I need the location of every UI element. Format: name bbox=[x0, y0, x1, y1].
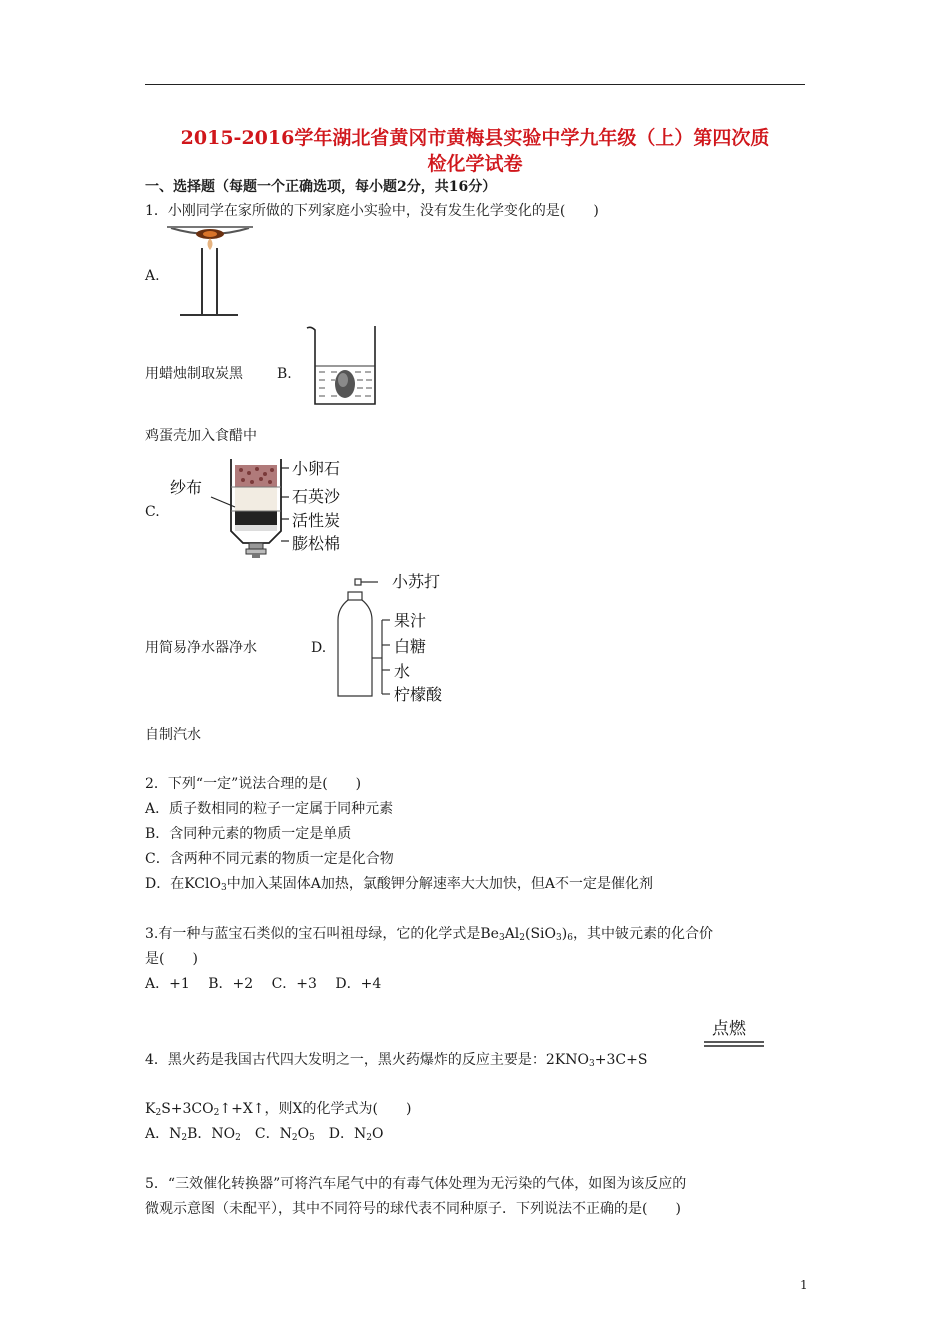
q3-stem-line2: 是( ) bbox=[145, 951, 198, 967]
label-gauze: 纱布 bbox=[170, 478, 203, 497]
q2-option-d: D．在KClO$_3$中加入某固体A加热，氯酸钾分解速率大大加快，但A不一定是催化剂 bbox=[145, 876, 653, 893]
q2-option-b: B．含同种元素的物质一定是单质 bbox=[145, 826, 352, 842]
q3-options: A．+1 B．+2 C．+3 D．+4 bbox=[145, 976, 382, 992]
label-juice: 果汁 bbox=[394, 611, 427, 630]
q1-b-caption: 鸡蛋壳加入食醋中 bbox=[145, 428, 257, 444]
q1-c-label: C. bbox=[145, 504, 160, 520]
q5-stem-line2: 微观示意图（未配平），其中不同符号的球代表不同种原子．下列说法不正确的是( ) bbox=[145, 1201, 681, 1217]
q2-option-c: C．含两种不同元素的物质一定是化合物 bbox=[145, 851, 394, 867]
q1-c-caption: 用简易净水器净水 bbox=[145, 640, 257, 656]
q3-stem: 3.有一种与蓝宝石类似的宝石叫祖母绿，它的化学式是$Be_3Al_2(SiO_3)_6$，其中铍元素的化合价 bbox=[145, 926, 713, 943]
soda-bottle-figure bbox=[330, 570, 400, 705]
label-citric-acid: 柠檬酸 bbox=[394, 685, 443, 704]
water-purifier-figure bbox=[205, 455, 295, 565]
label-quartz-sand: 石英沙 bbox=[292, 487, 341, 506]
reaction-condition: 点燃 bbox=[712, 1019, 746, 1039]
q1-d-label: D. bbox=[311, 640, 327, 656]
q1-a-caption: 用蜡烛制取炭黑 bbox=[145, 366, 243, 382]
label-sugar: 白糖 bbox=[394, 637, 427, 656]
q4-options: A．$N_2B$．$NO_2$ C．$N_2O_5$ D．$N_2O$ bbox=[145, 1126, 384, 1143]
q1-a-label: A. bbox=[145, 268, 160, 284]
q5-stem-line1: 5．“三效催化转换器”可将汽车尾气中的有毒气体处理为无污染的气体，如图为该反应的 bbox=[145, 1176, 687, 1192]
label-cotton: 膨松棉 bbox=[292, 534, 341, 553]
reaction-equal-sign bbox=[704, 1040, 766, 1048]
candle-plate-figure bbox=[165, 220, 255, 320]
q4-stem: 4．黑火药是我国古代四大发明之一，黑火药爆炸的反应主要是：$2KNO_3+3C+S$ bbox=[145, 1052, 648, 1069]
page-title-line1: 2015-2016学年湖北省黄冈市黄梅县实验中学九年级（上）第四次质 bbox=[180, 127, 770, 149]
q2-option-a: A．质子数相同的粒子一定属于同种元素 bbox=[145, 801, 394, 817]
beaker-figure bbox=[303, 322, 383, 410]
header-rule bbox=[145, 84, 805, 85]
q4-stem-line2: $K_2S+3CO_2↑+X↑$，则X的化学式为( ) bbox=[145, 1101, 412, 1118]
section-heading: 一、选择题（每题一个正确选项，每小题2分，共16分） bbox=[145, 179, 497, 195]
label-activated-carbon: 活性炭 bbox=[292, 511, 341, 530]
page-number: 1 bbox=[800, 1278, 808, 1292]
q1-b-label: B. bbox=[277, 366, 292, 382]
q1-d-caption: 自制汽水 bbox=[145, 727, 201, 743]
label-pebbles: 小卵石 bbox=[292, 459, 341, 478]
q1-stem: 1．小刚同学在家所做的下列家庭小实验中，没有发生化学变化的是( ) bbox=[145, 203, 599, 219]
label-baking-soda: 小苏打 bbox=[392, 572, 441, 591]
q2-stem: 2．下列“一定”说法合理的是( ) bbox=[145, 776, 362, 792]
label-water: 水 bbox=[394, 662, 411, 681]
page-title-line2: 检化学试卷 bbox=[427, 153, 523, 175]
